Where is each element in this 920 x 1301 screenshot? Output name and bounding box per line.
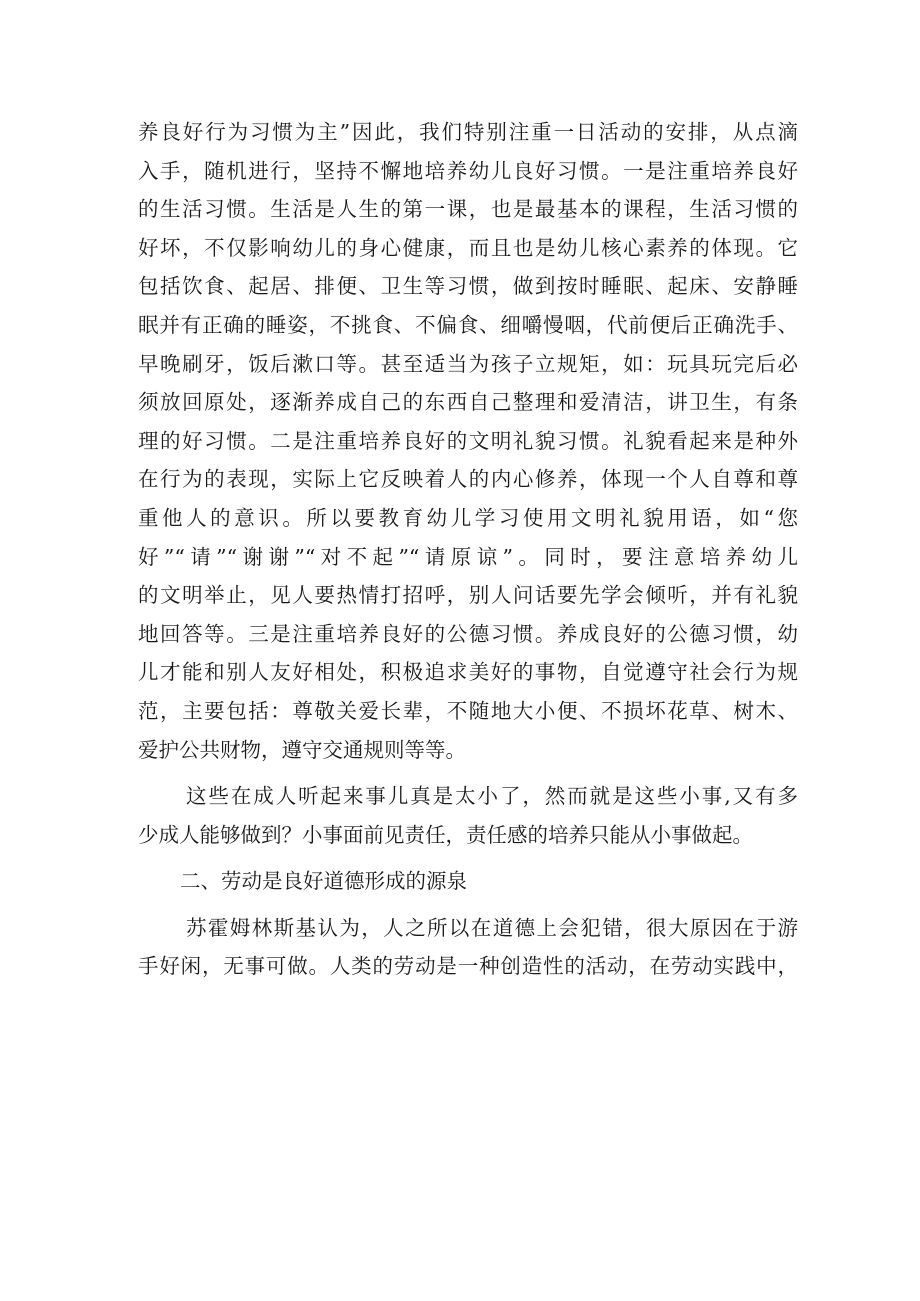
paragraph-habits bbox=[138, 113, 798, 769]
text-line: 养良好行为习惯为主”因此，我们特别注重一日活动的安排，从点滴 bbox=[138, 120, 798, 144]
text-line: 少成人能够做到？小事面前见责任，责任感的培养只能从小事做起。 bbox=[138, 822, 753, 847]
text-line: 重他人的意识。所以要教育幼儿学习使用文明礼貌用语，如“您 bbox=[138, 505, 798, 530]
body-text bbox=[138, 113, 798, 986]
text-line: 早晚刷牙，饭后漱口等。甚至适当为孩子立规矩，如：玩具玩完后必 bbox=[138, 351, 798, 376]
paragraph-gap bbox=[138, 854, 798, 862]
text-line: 入手，随机进行，坚持不懈地培养幼儿良好习惯。一是注重培养良好 bbox=[138, 158, 798, 183]
paragraph-gap bbox=[138, 769, 798, 777]
text-line: 的文明举止，见人要热情打招呼，别人问话要先学会倾听，并有礼貌 bbox=[138, 583, 798, 608]
text-line: 须放回原处，逐渐养成自己的东西自己整理和爱清洁，讲卫生，有条 bbox=[138, 390, 798, 415]
text-line: 好”“请”“谢谢”“对不起”“请原谅”。同时，要注意培养幼儿 bbox=[138, 544, 798, 569]
text-line: 手好闲，无事可做。人类的劳动是一种创造性的活动，在劳动实践中， bbox=[138, 954, 798, 979]
text-line: 包括饮食、起居、排便、卫生等习惯，做到按时睡眠、起床、安静睡 bbox=[138, 274, 798, 299]
section-heading-labor bbox=[138, 862, 798, 901]
paragraph-labor bbox=[138, 909, 798, 986]
text-line: 在行为的表现，实际上它反映着人的内心修养，体现一个人自尊和尊 bbox=[138, 467, 798, 492]
text-line: 眠并有正确的睡姿，不挑食、不偏食、细嚼慢咽，代前便后正确洗手、 bbox=[138, 312, 798, 337]
text-line: 苏霍姆林斯基认为，人之所以在道德上会犯错，很大原因在于游 bbox=[186, 915, 798, 940]
text-line: 地回答等。三是注重培养良好的公德习惯。养成良好的公德习惯，幼 bbox=[138, 621, 798, 646]
text-line: 儿才能和别人友好相处，积极追求美好的事物，自觉遵守社会行为规 bbox=[138, 660, 798, 685]
section-heading: 二、劳动是良好道德形成的源泉 bbox=[180, 869, 467, 894]
paragraph-small-things bbox=[138, 777, 798, 854]
text-line: 这些在成人听起来事儿真是太小了，然而就是这些小事,又有多 bbox=[186, 784, 798, 809]
text-line: 的生活习惯。生活是人生的第一课，也是最基本的课程，生活习惯的 bbox=[138, 197, 798, 222]
text-line: 理的好习惯。二是注重培养良好的文明礼貌习惯。礼貌看起来是种外 bbox=[138, 428, 798, 453]
text-line: 好坏，不仅影响幼儿的身心健康，而且也是幼儿核心素养的体现。它 bbox=[138, 235, 798, 260]
text-line: 范，主要包括：尊敬关爱长辈，不随地大小便、不损坏花草、树木、 bbox=[138, 698, 798, 723]
paragraph-gap bbox=[138, 901, 798, 909]
text-line: 爱护公共财物，遵守交通规则等等。 bbox=[138, 737, 466, 762]
